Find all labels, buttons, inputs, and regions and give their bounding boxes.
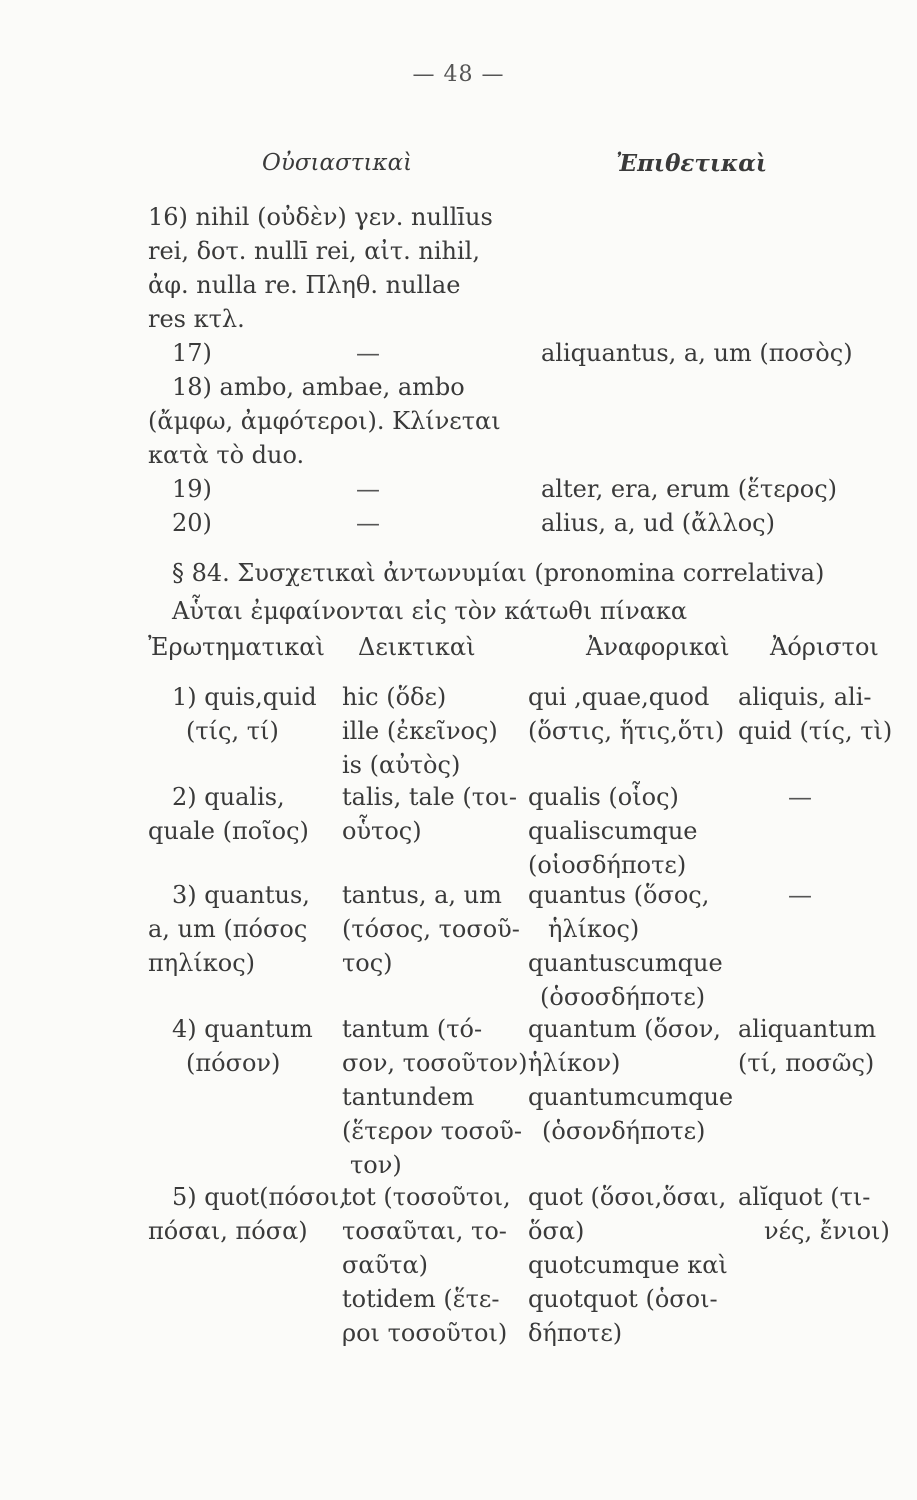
cell-line: aliquis, ali- bbox=[738, 683, 872, 711]
cell-line: totidem (ἕτε- bbox=[342, 1285, 500, 1313]
cell-line: τον) bbox=[350, 1151, 402, 1179]
cell-line: νές, ἔνιοι) bbox=[764, 1217, 890, 1245]
cell-line: quantus (ὅσος, bbox=[528, 881, 710, 909]
cell-line: σον, τοσοῦτον) bbox=[342, 1049, 528, 1077]
cell-line: quantum (ὅσον, bbox=[528, 1015, 721, 1043]
cell-line: ἡλίκος) bbox=[548, 915, 640, 943]
table-row-5-relative bbox=[528, 1180, 728, 1350]
table-header-relative: Ἀναφορικαὶ bbox=[586, 633, 730, 661]
table-row-5-indefinite bbox=[738, 1180, 890, 1248]
table-row-1-relative bbox=[528, 680, 724, 748]
table-row-3-indefinite: — bbox=[788, 881, 812, 909]
table-row-3-relative bbox=[528, 878, 723, 1014]
table-row-5-demonstrative bbox=[342, 1180, 511, 1350]
cell-line: 3) quantus, bbox=[172, 881, 310, 909]
cell-line: ροι τοσοῦτοι) bbox=[342, 1319, 508, 1347]
cell-line: tantum (τό- bbox=[342, 1015, 483, 1043]
table-row-2-interrogative bbox=[148, 780, 309, 848]
cell-line: οὗτος) bbox=[342, 817, 422, 845]
entry-17-number: 17) bbox=[172, 339, 212, 367]
cell-line: (ὁσονδήποτε) bbox=[542, 1117, 706, 1145]
cell-line: quantuscumque bbox=[528, 949, 723, 977]
entry-18-line: (ἄμφω, ἀμφότεροι). Κλίνεται bbox=[148, 407, 501, 435]
cell-line: quantumcumque bbox=[528, 1083, 734, 1111]
cell-line: (ὁσοσδήποτε) bbox=[540, 983, 706, 1011]
cell-line: (τόσος, τοσοῦ- bbox=[342, 915, 520, 943]
entry-17-adjective: aliquantus, a, um (ποσὸς) bbox=[541, 339, 853, 367]
cell-line: a, um (πόσος bbox=[148, 915, 308, 943]
table-row-1-demonstrative bbox=[342, 680, 498, 782]
cell-line: qui ,quae,quod bbox=[528, 683, 710, 711]
cell-line: (ὅστις, ἥτις,ὅτι) bbox=[528, 717, 725, 745]
section-title: § 84. Συσχετικαὶ ἀντωνυμίαι (pronomina correlativa) bbox=[172, 559, 825, 587]
cell-line: (οἱοσδήποτε) bbox=[528, 851, 687, 879]
cell-line: 1) quis,quid bbox=[172, 683, 317, 711]
entry-18-line: 18) ambo, ambae, ambo bbox=[172, 373, 465, 401]
cell-line: πόσαι, πόσα) bbox=[148, 1217, 308, 1245]
header-substantives: Οὐσιαστικαὶ bbox=[262, 150, 413, 176]
entry-18-line: κατὰ τὸ duo. bbox=[148, 441, 305, 469]
header-adjectives: Ἐπιθετικαὶ bbox=[616, 150, 768, 177]
table-header-indefinite: Ἀόριστοι bbox=[770, 633, 879, 661]
cell-line: (ἕτερον τοσοῦ- bbox=[342, 1117, 522, 1145]
cell-line: aliquantum bbox=[738, 1015, 877, 1043]
entry-16-line: ἀφ. nulla re. Πληθ. nullae bbox=[148, 271, 461, 299]
cell-line: 4) quantum bbox=[172, 1015, 313, 1043]
cell-line: quid (τίς, τὶ) bbox=[738, 717, 893, 745]
cell-line: ὅσα) bbox=[528, 1217, 585, 1245]
table-row-2-demonstrative bbox=[342, 780, 517, 848]
cell-line: alĭquot (τι- bbox=[738, 1183, 871, 1211]
entry-16 bbox=[148, 200, 493, 336]
cell-line: τος) bbox=[342, 949, 393, 977]
cell-line: ille (ἐκεῖνος) bbox=[342, 717, 498, 745]
entry-16-line: rei, δοτ. nullī rei, αἰτ. nihil, bbox=[148, 237, 480, 265]
cell-line: quotquot (ὁσοι- bbox=[528, 1285, 718, 1313]
cell-line: talis, tale (τοι- bbox=[342, 783, 517, 811]
cell-line: quale (ποῖος) bbox=[148, 817, 309, 845]
table-row-1-interrogative bbox=[172, 680, 317, 748]
entry-20-number: 20) bbox=[172, 509, 212, 537]
cell-line: quot (ὅσοι,ὅσαι, bbox=[528, 1183, 727, 1211]
cell-line: 5) quot(πόσοι, bbox=[172, 1183, 347, 1211]
table-row-3-demonstrative bbox=[342, 878, 520, 980]
cell-line: (τί, ποσῶς) bbox=[738, 1049, 875, 1077]
cell-line: qualis (οἷος) bbox=[528, 783, 679, 811]
cell-line: quotcumque καὶ bbox=[528, 1251, 728, 1279]
cell-line: (τίς, τί) bbox=[186, 717, 279, 745]
table-row-4-indefinite bbox=[738, 1012, 876, 1080]
entry-18 bbox=[148, 370, 501, 472]
table-row-4-demonstrative bbox=[342, 1012, 528, 1182]
cell-line: qualiscumque bbox=[528, 817, 698, 845]
table-header-demonstrative: Δεικτικαὶ bbox=[358, 633, 476, 661]
cell-line: τοσαῦται, το- bbox=[342, 1217, 507, 1245]
cell-line: tantundem bbox=[342, 1083, 475, 1111]
table-row-3-interrogative bbox=[148, 878, 310, 980]
entry-19-dash: — bbox=[356, 475, 380, 503]
cell-line: (πόσον) bbox=[186, 1049, 281, 1077]
entry-16-line: res κτλ. bbox=[148, 305, 245, 333]
cell-line: ἡλίκον) bbox=[528, 1049, 621, 1077]
cell-line: is (αὐτὸς) bbox=[342, 751, 461, 779]
entry-19-adjective: alter, era, erum (ἕτερος) bbox=[541, 475, 838, 503]
entry-16-line: 16) nihil (οὐδὲν) γεν. nullīus bbox=[148, 203, 493, 231]
cell-line: πηλίκος) bbox=[148, 949, 256, 977]
cell-line: hic (ὅδε) bbox=[342, 683, 447, 711]
entry-19-number: 19) bbox=[172, 475, 212, 503]
table-header-interrogative: Ἐρωτηματικαὶ bbox=[148, 633, 325, 661]
table-row-2-indefinite: — bbox=[788, 783, 812, 811]
cell-line: tantus, a, um bbox=[342, 881, 502, 909]
table-row-4-interrogative bbox=[172, 1012, 313, 1080]
cell-line: δήποτε) bbox=[528, 1319, 623, 1347]
entry-20-adjective: alius, a, ud (ἄλλος) bbox=[541, 509, 775, 537]
table-row-1-indefinite bbox=[738, 680, 892, 748]
page-number: — 48 — bbox=[412, 62, 505, 87]
cell-line: σαῦτα) bbox=[342, 1251, 429, 1279]
entry-20-dash: — bbox=[356, 509, 380, 537]
table-row-4-relative bbox=[528, 1012, 733, 1148]
section-intro: Αὗται ἐμφαίνονται εἰς τὸν κάτωθι πίνακα bbox=[172, 597, 688, 625]
cell-line: tot (τοσοῦτοι, bbox=[342, 1183, 511, 1211]
entry-17-dash: — bbox=[356, 339, 380, 367]
cell-line: 2) qualis, bbox=[172, 783, 285, 811]
table-row-2-relative bbox=[528, 780, 697, 882]
table-row-5-interrogative bbox=[148, 1180, 347, 1248]
